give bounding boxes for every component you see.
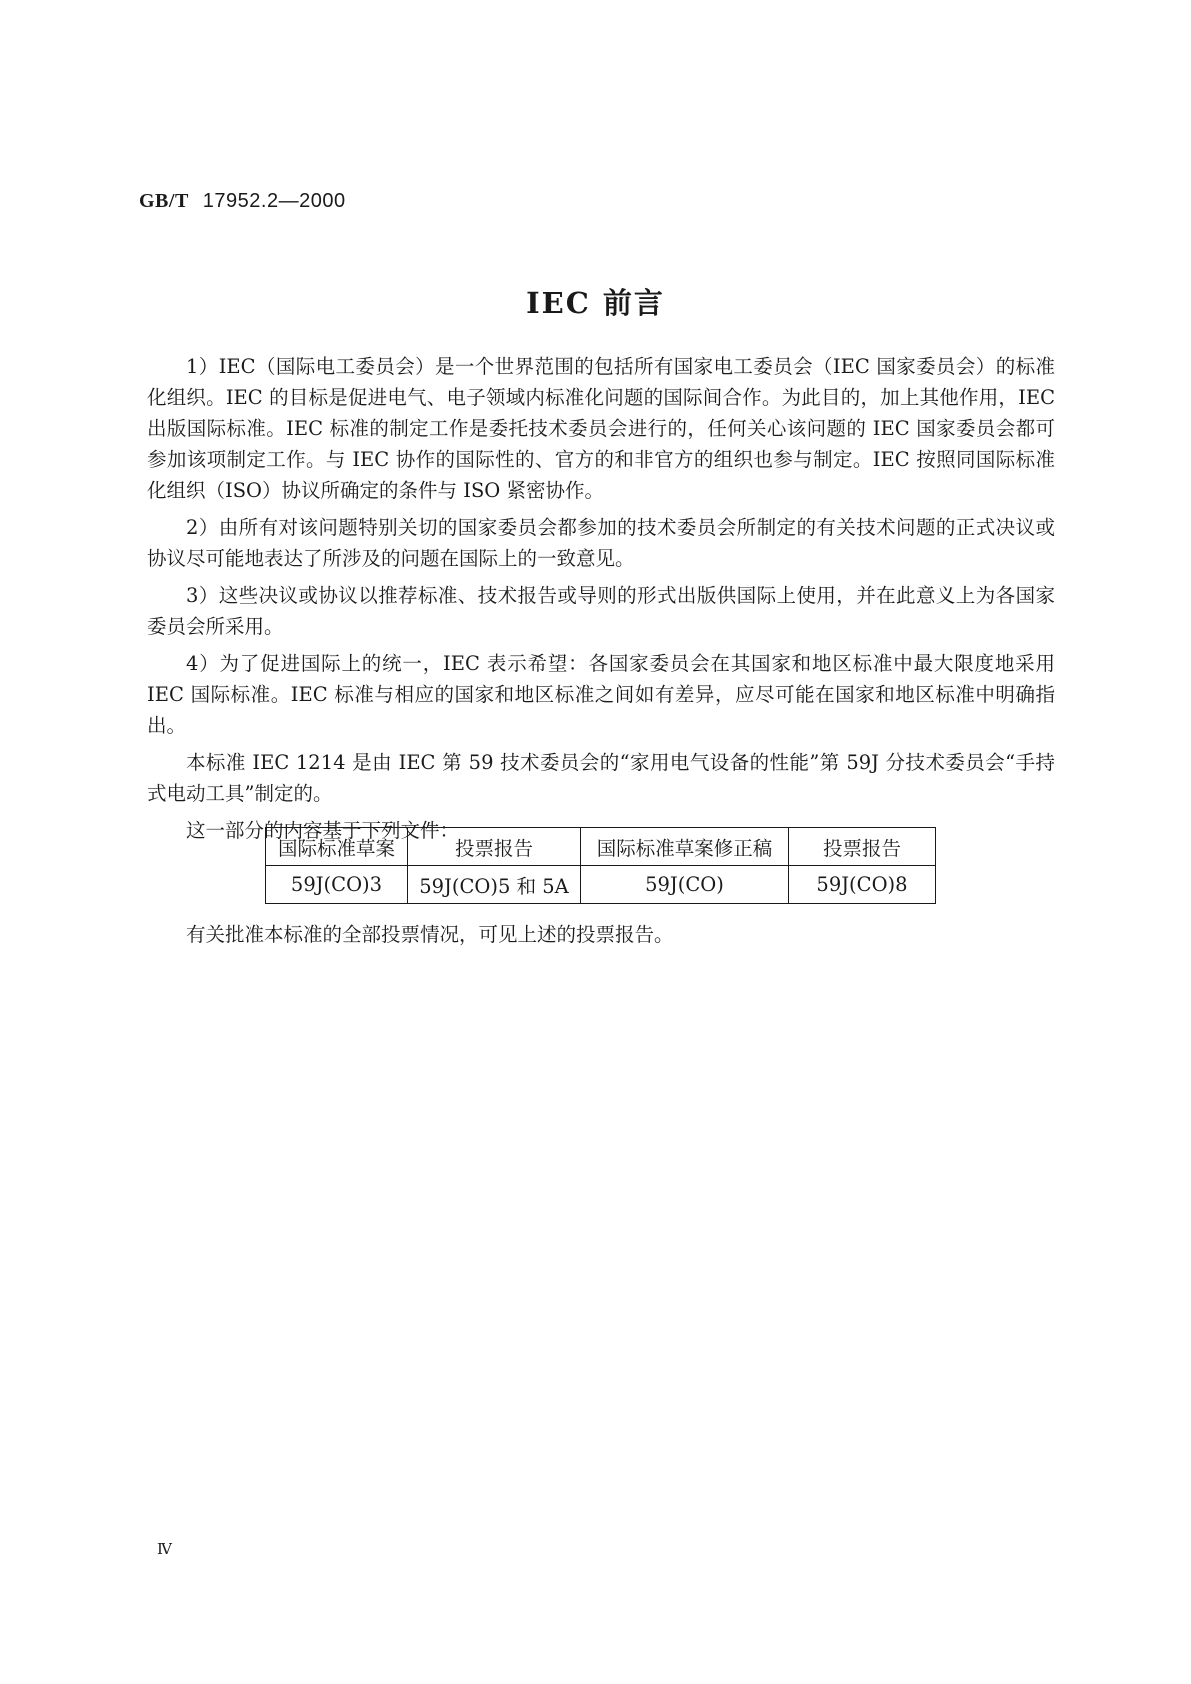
paragraph-6: 这一部分的内容基于下列文件： <box>186 819 460 842</box>
document-code <box>139 188 346 213</box>
paragraph-5: 本标准 IEC 1214 是由 IEC 第 59 技术委员会的“家用电气设备的性能”第 59J 分技术委员会“手持式电动工具”制定的。 <box>147 751 1055 805</box>
table-header-cell: 国际标准草案 <box>266 828 408 866</box>
paragraph-3: 3）这些决议或协议以推荐标准、技术报告或导则的形式出版供国际上使用，并在此意义上为各国家委员会所采用。 <box>147 584 1055 638</box>
page-number: Ⅳ <box>157 1540 172 1558</box>
table-cell: 59J(CO) <box>581 866 789 904</box>
table-header-cell: 国际标准草案修正稿 <box>581 828 789 866</box>
table-cell: 59J(CO)8 <box>789 866 936 904</box>
closing-note: 有关批准本标准的全部投票情况，可见上述的投票报告。 <box>186 923 674 946</box>
paragraph-1: 1）IEC（国际电工委员会）是一个世界范围的包括所有国家电工委员会（IEC 国家委员会）的标准化组织。IEC 的目标是促进电气、电子领域内标准化问题的国际间合作。为此目的，加上其他作用，IEC 出版国际标准。IEC 标准的制定工作是委托技术委员会进行的，任何关心该问题的 IEC 国家委员会都可参加该项制定工作。与 IEC 协作的国际性的、官方的和非官方的组织也参与制定。IEC 按照同国际标准化组织（ISO）协议所确定的条件与 ISO 紧密协作。 <box>147 355 1055 502</box>
table-cell: 59J(CO)3 <box>266 866 408 904</box>
table-header-cell: 投票报告 <box>789 828 936 866</box>
table-cell: 59J(CO)5 和 5A <box>408 866 581 904</box>
voting-documents-table <box>265 827 936 904</box>
table-header-cell: 投票报告 <box>408 828 581 866</box>
table-header-row <box>266 828 936 866</box>
standard-prefix: GB/T <box>139 190 189 212</box>
paragraph-4: 4）为了促进国际上的统一，IEC 表示希望：各国家委员会在其国家和地区标准中最大限度地采用 IEC 国际标准。IEC 标准与相应的国家和地区标准之间如有差异，应尽可能在国家和地区标准中明确指出。 <box>147 652 1055 737</box>
paragraph-2: 2）由所有对该问题特别关切的国家委员会都参加的技术委员会所制定的有关技术问题的正式决议或协议尽可能地表达了所涉及的问题在国际上的一致意见。 <box>147 516 1055 570</box>
table-row <box>266 866 936 904</box>
body-text <box>147 351 1055 852</box>
page-title: IEC 前言 <box>526 286 665 320</box>
standard-number: 17952.2—2000 <box>202 190 346 212</box>
